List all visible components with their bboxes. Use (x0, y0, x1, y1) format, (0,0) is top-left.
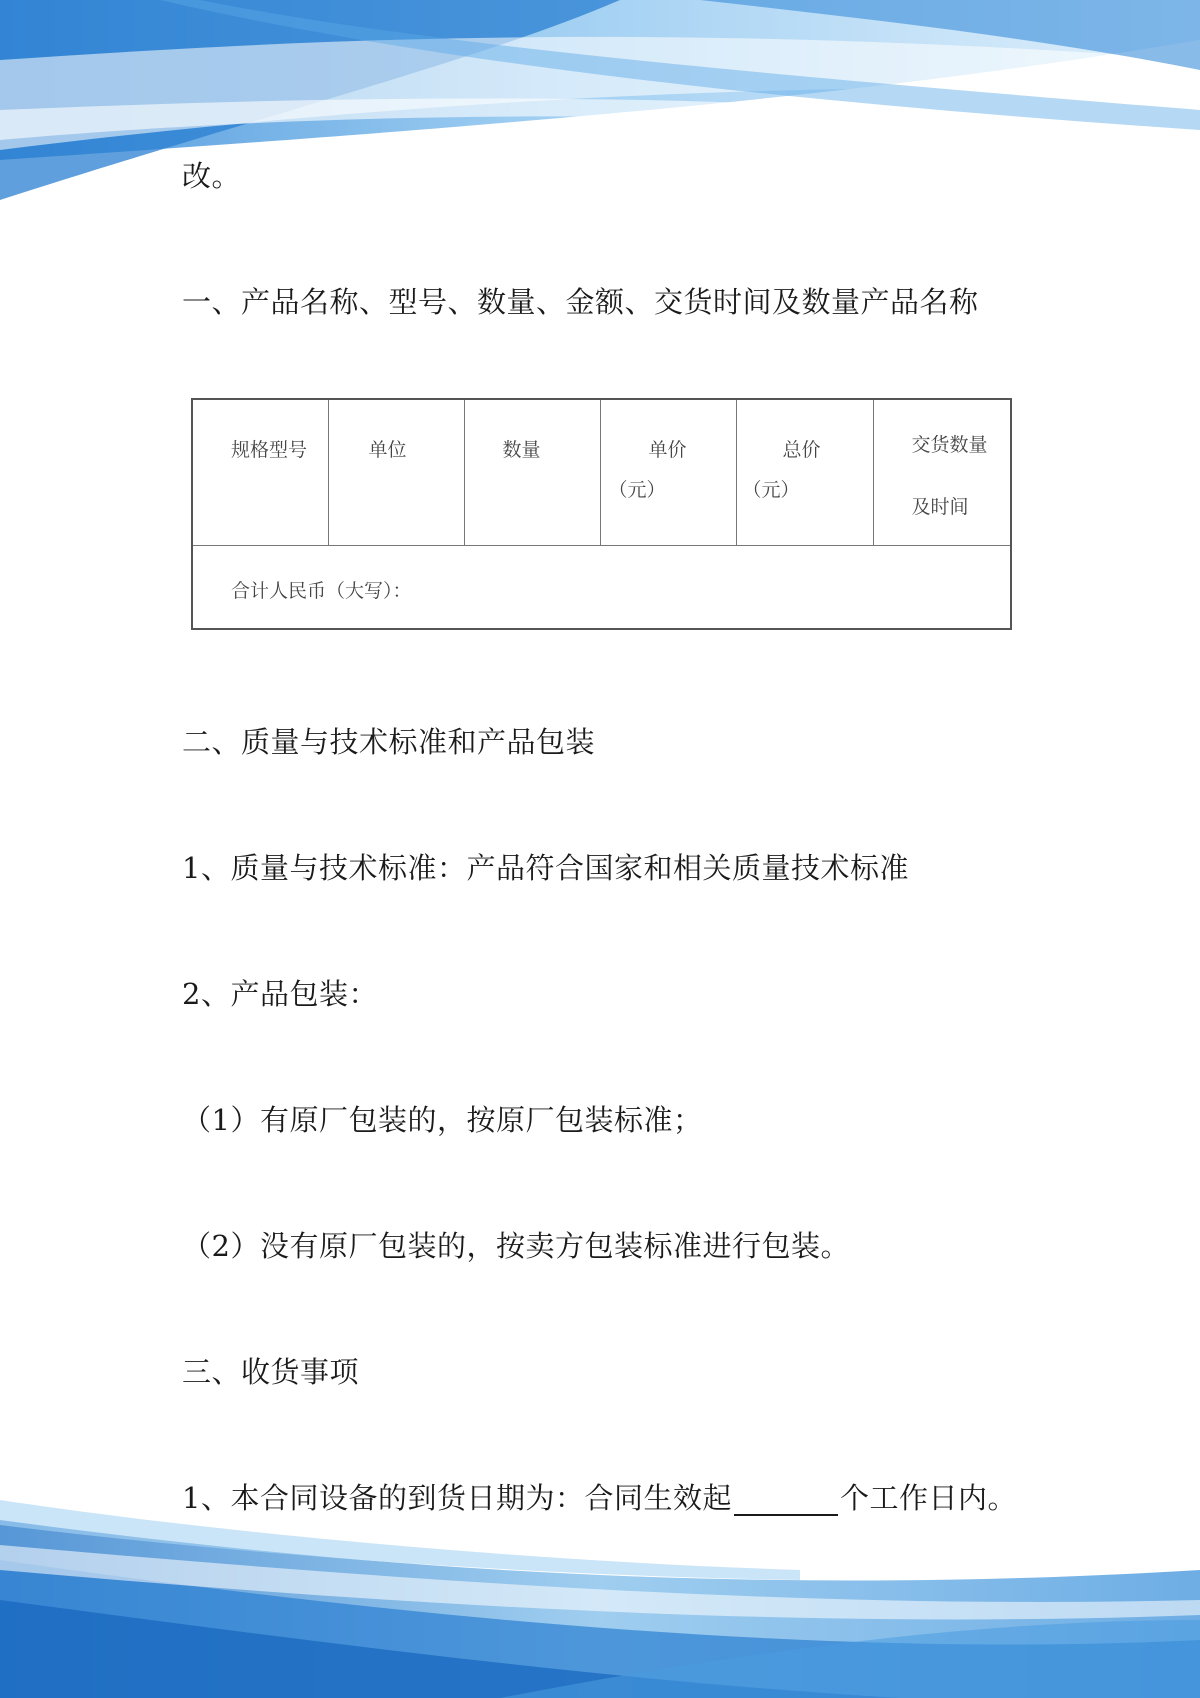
header-cell-spec: 规格型号 (192, 399, 328, 546)
clause-packaging-item-1: （1）有原厂包装的，按原厂包装标准； (182, 1103, 703, 1137)
total-amount-label: 合计人民币（大写）： (231, 580, 412, 602)
clause-delivery-date (182, 1480, 1017, 1516)
product-spec-table (191, 398, 1012, 630)
unit-price-label: 单价 (648, 439, 687, 461)
delivery-label-line2: 及时间 (911, 496, 969, 518)
header-cell-unit-price (600, 399, 736, 546)
header-cell-qty: 数量 (464, 399, 600, 546)
fill-in-blank (734, 1486, 838, 1516)
table-header-row (192, 399, 1011, 546)
total-price-label: 总价 (782, 439, 821, 461)
header-cell-unit: 单位 (328, 399, 464, 546)
table-total-row (192, 546, 1011, 630)
total-price-unit: （元） (742, 479, 800, 501)
clause-packaging-item-2: （2）没有原厂包装的，按卖方包装标准进行包装。 (182, 1229, 850, 1263)
clause-packaging: 2、产品包装： (182, 977, 378, 1011)
clause-quality-standard: 1、质量与技术标准：产品符合国家和相关质量技术标准 (182, 851, 909, 885)
section-heading-2: 二、质量与技术标准和产品包装 (182, 725, 596, 759)
section-heading-1: 一、产品名称、型号、数量、金额、交货时间及数量产品名称 (182, 285, 979, 319)
header-cell-total-price (736, 399, 873, 546)
delivery-date-text-after: 个工作日内。 (839, 1481, 1017, 1515)
unit-price-unit: （元） (608, 479, 666, 501)
total-amount-cell (192, 546, 1011, 630)
header-cell-delivery (873, 399, 1011, 546)
text-line-continuation: 改。 (182, 159, 242, 193)
section-heading-3: 三、收货事项 (182, 1355, 360, 1389)
delivery-label-line1: 交货数量 (911, 434, 988, 456)
delivery-date-text-before: 1、本合同设备的到货日期为：合同生效起 (182, 1481, 732, 1515)
